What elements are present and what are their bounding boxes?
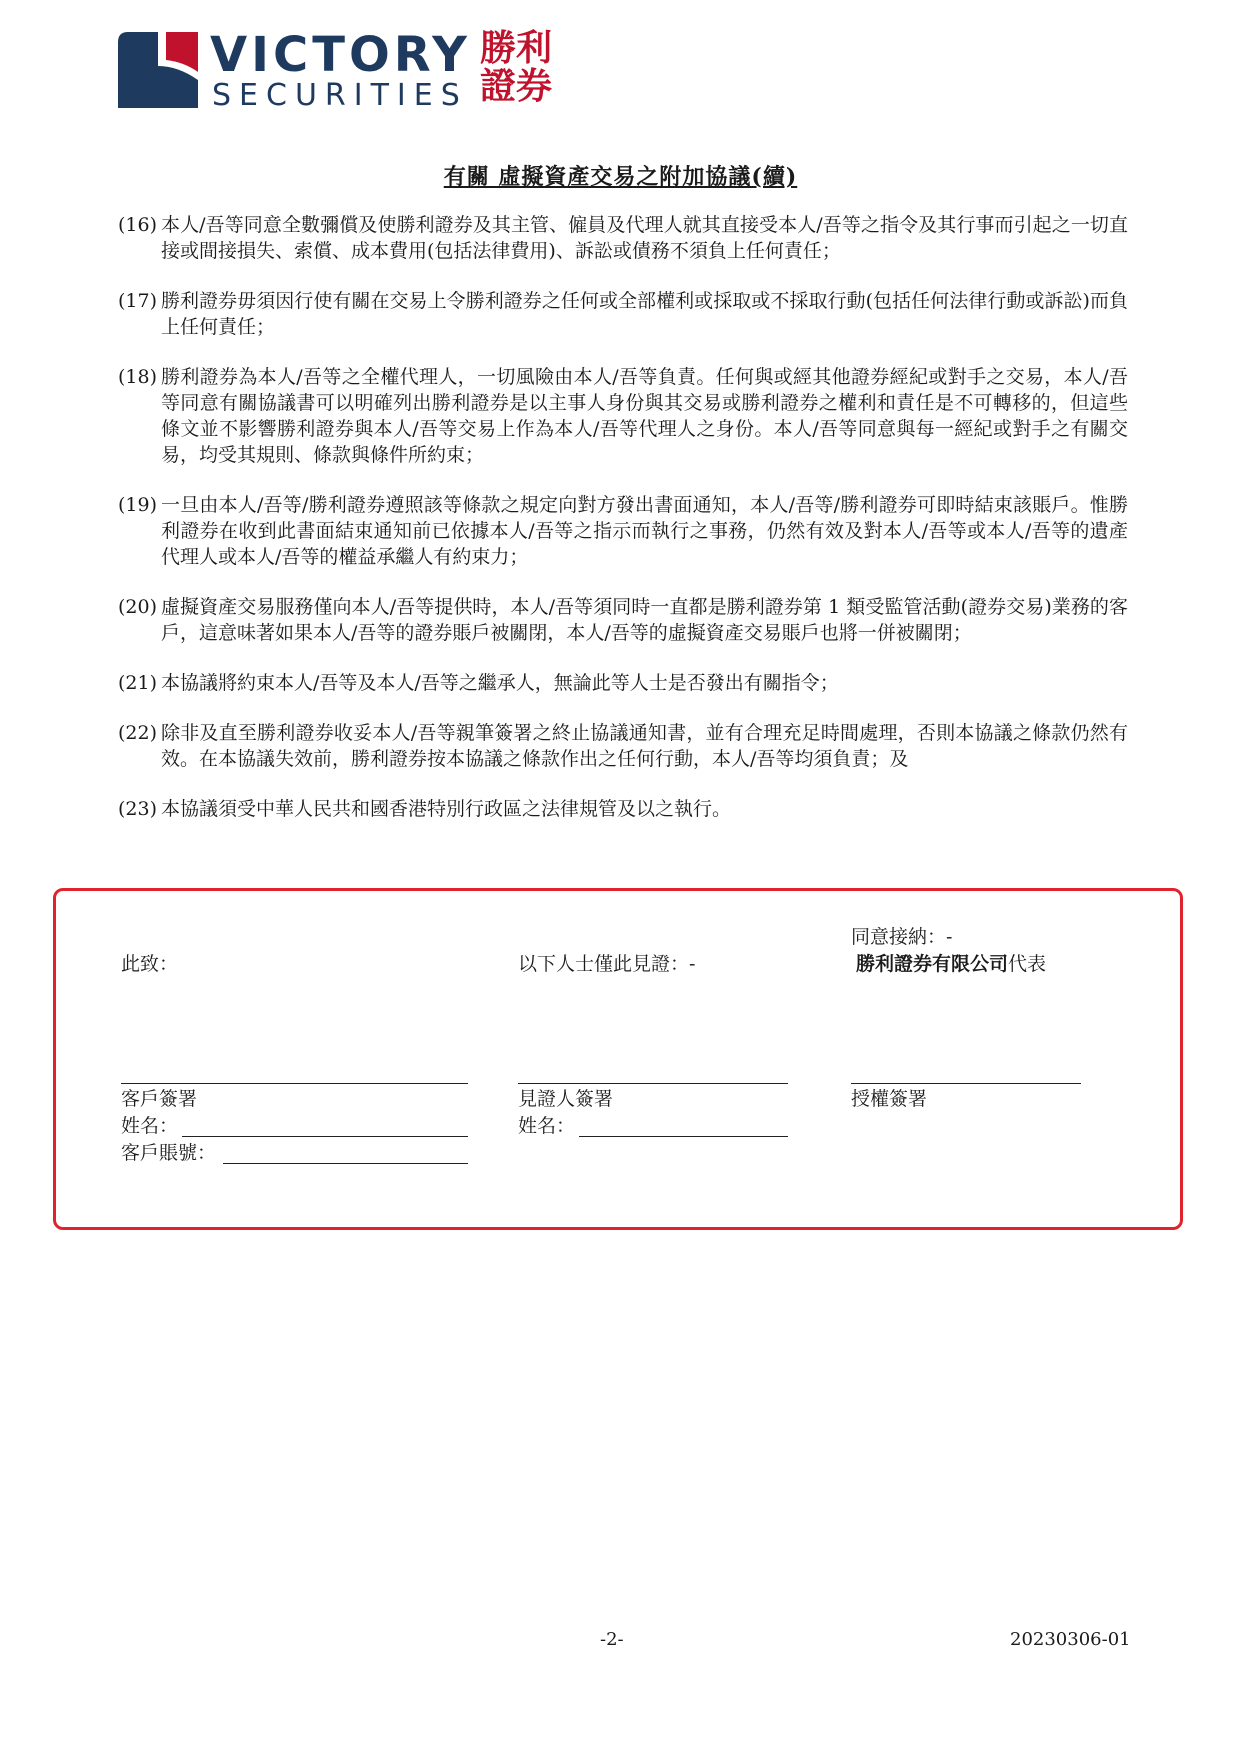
clause-text: 勝利證券毋須因行使有關在交易上令勝利證券之任何或全部權利或採取或不採取行動(包括任何法律行動或訴訟)而負上任何責任； bbox=[161, 290, 1128, 338]
clause-number: (20) bbox=[118, 596, 158, 618]
company-suffix: 代表 bbox=[1008, 953, 1047, 975]
clause-item bbox=[118, 594, 1128, 646]
clause-item bbox=[118, 492, 1128, 570]
clause-text: 本協議須受中華人民共和國香港特別行政區之法律規管及以之執行。 bbox=[161, 798, 732, 820]
clause-number: (19) bbox=[118, 494, 158, 516]
clause-number: (23) bbox=[118, 798, 158, 820]
clause-list bbox=[118, 212, 1128, 846]
company-name: 勝利證券有限公司 bbox=[856, 953, 1009, 975]
logo-text-chinese: 勝利證券 bbox=[480, 28, 553, 107]
client-signature-label: 客戶簽署 bbox=[121, 1088, 198, 1110]
clause-item bbox=[118, 364, 1128, 468]
page-title: 有關 虛擬資產交易之附加協議(續) bbox=[443, 164, 798, 190]
victory-logo-mark-icon bbox=[118, 32, 198, 108]
clause-number: (18) bbox=[118, 366, 158, 388]
clause-text: 一旦由本人/吾等/勝利證券遵照該等條款之規定向對方發出書面通知，本人/吾等/勝利證券可即時結束該賬戶。惟勝利證券在收到此書面結束通知前已依據本人/吾等之指示而執行之事務，仍然有效及對本人/吾等或本人/吾等的遺產代理人或本人/吾等的權益承繼人有約束力； bbox=[161, 494, 1128, 568]
document-code: 20230306-01 bbox=[1010, 1629, 1131, 1650]
client-account-label: 客戶賬號： bbox=[121, 1142, 217, 1164]
witness-intro-label: 以下人士僅此見證：- bbox=[518, 953, 696, 975]
clause-text: 虛擬資產交易服務僅向本人/吾等提供時，本人/吾等須同時一直都是勝利證券第 1 類受監管活動(證券交易)業務的客戶，這意味著如果本人/吾等的證券賬戶被關閉，本人/吾等的虛擬資產交易賬戶也將一併被關閉； bbox=[161, 596, 1128, 644]
clause-text: 勝利證券為本人/吾等之全權代理人，一切風險由本人/吾等負責。任何與或經其他證券經紀或對手之交易，本人/吾等同意有關協議書可以明確列出勝利證券是以主事人身份與其交易或勝利證券之權利和責任是不可轉移的，但這些條文並不影響勝利證券與本人/吾等交易上作為本人/吾等代理人之身份。本人/吾等同意與每一經紀或對手之有關交易，均受其規則、條款與條件所約束； bbox=[161, 366, 1128, 466]
clause-text: 除非及直至勝利證券收妥本人/吾等親筆簽署之終止協議通知書，並有合理充足時間處理，否則本協議之條款仍然有效。在本協議失效前，勝利證券按本協議之條款作出之任何行動，本人/吾等均須負責；及 bbox=[161, 722, 1128, 770]
clause-item bbox=[118, 288, 1128, 340]
company-representative bbox=[856, 952, 1046, 976]
clause-item bbox=[118, 796, 1128, 822]
clause-number: (21) bbox=[118, 672, 158, 694]
client-account-field[interactable] bbox=[223, 1163, 468, 1164]
witness-signature-label: 見證人簽署 bbox=[518, 1088, 614, 1110]
acceptance-label: 同意接納：- bbox=[851, 926, 953, 948]
clause-number: (16) bbox=[118, 214, 158, 236]
clause-item bbox=[118, 670, 1128, 696]
logo-text-victory: VICTORY bbox=[210, 27, 471, 83]
company-logo bbox=[118, 27, 568, 113]
clause-number: (22) bbox=[118, 722, 158, 744]
clause-text: 本協議將約束本人/吾等及本人/吾等之繼承人，無論此等人士是否發出有關指令； bbox=[161, 672, 839, 694]
witness-name-label: 姓名： bbox=[518, 1115, 576, 1137]
clause-item bbox=[118, 212, 1128, 264]
witness-signature-line[interactable] bbox=[518, 1083, 788, 1084]
client-signature-line[interactable] bbox=[121, 1083, 468, 1084]
logo-text-securities: SECURITIES bbox=[212, 78, 468, 113]
clause-number: (17) bbox=[118, 290, 158, 312]
client-name-field[interactable] bbox=[182, 1136, 468, 1137]
page-number: -2- bbox=[600, 1629, 624, 1650]
authorized-signature-label: 授權簽署 bbox=[851, 1088, 928, 1110]
client-name-label: 姓名： bbox=[121, 1115, 179, 1137]
authorized-signature-line[interactable] bbox=[851, 1083, 1081, 1084]
clause-text: 本人/吾等同意全數彌償及使勝利證券及其主管、僱員及代理人就其直接受本人/吾等之指令及其行事而引起之一切直接或間接損失、索償、成本費用(包括法律費用)、訴訟或債務不須負上任何責任； bbox=[161, 214, 1128, 262]
salutation-label: 此致： bbox=[121, 953, 179, 975]
witness-name-field[interactable] bbox=[579, 1136, 788, 1137]
signature-section bbox=[53, 888, 1183, 1230]
clause-item bbox=[118, 720, 1128, 772]
